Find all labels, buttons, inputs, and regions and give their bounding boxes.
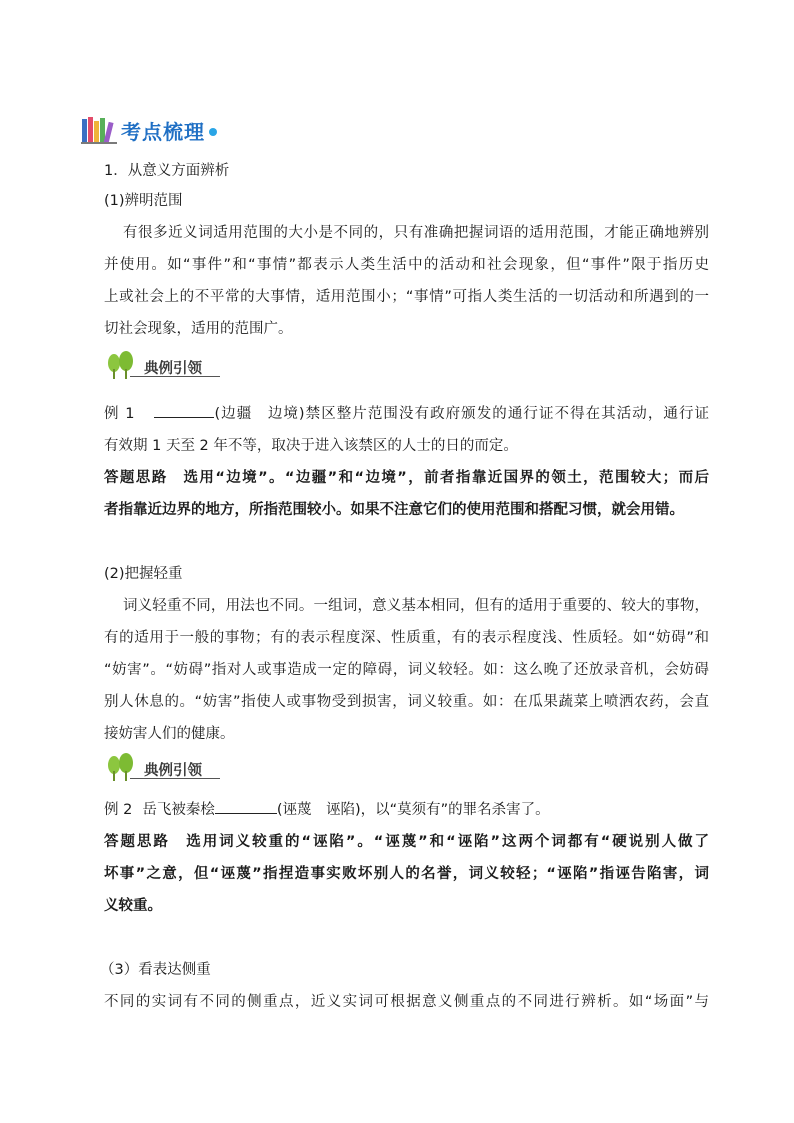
example-line <box>104 800 550 820</box>
example-badge <box>104 753 220 783</box>
paragraph-line: “妨害”。“妨碍”指对人或事造成一定的障碍，词义较轻。如：这么晚了还放录音机，会妨碍 <box>104 662 709 678</box>
paragraph-line: 切社会现象，适用的范围广。 <box>104 321 293 337</box>
paragraph-line: 有的适用于一般的事物；有的表示程度深、性质重，有的表示程度浅、性质轻。如“妨碍”和 <box>104 630 709 646</box>
books-icon <box>80 115 120 145</box>
answer-line: 者指靠近边界的地方，所指范围较小。如果不注意它们的使用范围和搭配习惯，就会用错。 <box>104 502 684 518</box>
subsection-title-1: (1)辨明范围 <box>104 193 183 209</box>
section-title <box>80 114 217 146</box>
paragraph-line: 上或社会上的不平常的大事情，适用范围小；“事情”可指人类生活的一切活动和所遇到的一 <box>104 289 709 305</box>
answer-line: 答题思路 选用“边境”。“边疆”和“边境”，前者指靠近国界的领土，范围较大；而后 <box>104 470 709 486</box>
example-line <box>104 404 709 424</box>
answer-line: 坏事”之意，但“诬蔑”指捏造事实败坏别人的名誉，词义较轻；“诬陷”指诬告陷害，词 <box>104 866 709 882</box>
paragraph-line: 有很多近义词适用范围的大小是不同的，只有准确把握词语的适用范围，才能正确地辨别 <box>123 225 709 241</box>
badge-underline <box>130 778 220 779</box>
example-badge-label: 典例引领 <box>144 763 202 779</box>
title-dot-icon <box>209 128 217 136</box>
badge-underline <box>130 376 220 377</box>
answer-line: 义较重。 <box>104 898 162 914</box>
example-label: 例 1 <box>104 406 135 422</box>
subsection-title-3: （3）看表达侧重 <box>100 962 211 978</box>
example-badge <box>104 351 220 381</box>
example-badge-label: 典例引领 <box>144 361 202 377</box>
answer-blank[interactable] <box>154 404 214 418</box>
example-text: (边疆 边境)禁区整片范围没有政府颁发的通行证不得在其活动，通行证 <box>214 406 709 422</box>
paragraph-line: 接妨害人们的健康。 <box>104 726 235 742</box>
example-label: 例 2 <box>104 802 133 818</box>
paragraph-line: 不同的实词有不同的侧重点，近义实词可根据意义侧重点的不同进行辨析。如“场面”与 <box>104 994 709 1010</box>
example-text: (诬蔑 诬陷)，以“莫须有”的罪名杀害了。 <box>276 802 550 818</box>
paragraph-line: 并使用。如“事件”和“事情”都表示人类生活中的活动和社会现象，但“事件”限于指历史 <box>104 257 709 273</box>
answer-blank[interactable] <box>215 800 277 814</box>
example-text: 岳飞被秦桧 <box>142 802 215 818</box>
subsection-title-2: (2)把握轻重 <box>104 566 183 582</box>
paragraph-line: 词义轻重不同，用法也不同。一组词，意义基本相同，但有的适用于重要的、较大的事物， <box>123 598 709 614</box>
section-heading: 1．从意义方面辨析 <box>104 163 230 179</box>
example-line: 有效期 1 天至 2 年不等，取决于进入该禁区的人士的日的而定。 <box>104 438 518 454</box>
paragraph-line: 别人休息的。“妨害”指使人或事物受到损害，词义较重。如：在瓜果蔬菜上喷洒农药，会直 <box>104 694 709 710</box>
answer-line: 答题思路 选用词义较重的“诬陷”。“诬蔑”和“诬陷”这两个词都有“硬说别人做了 <box>104 834 709 850</box>
section-title-text: 考点梳理 <box>121 119 205 144</box>
